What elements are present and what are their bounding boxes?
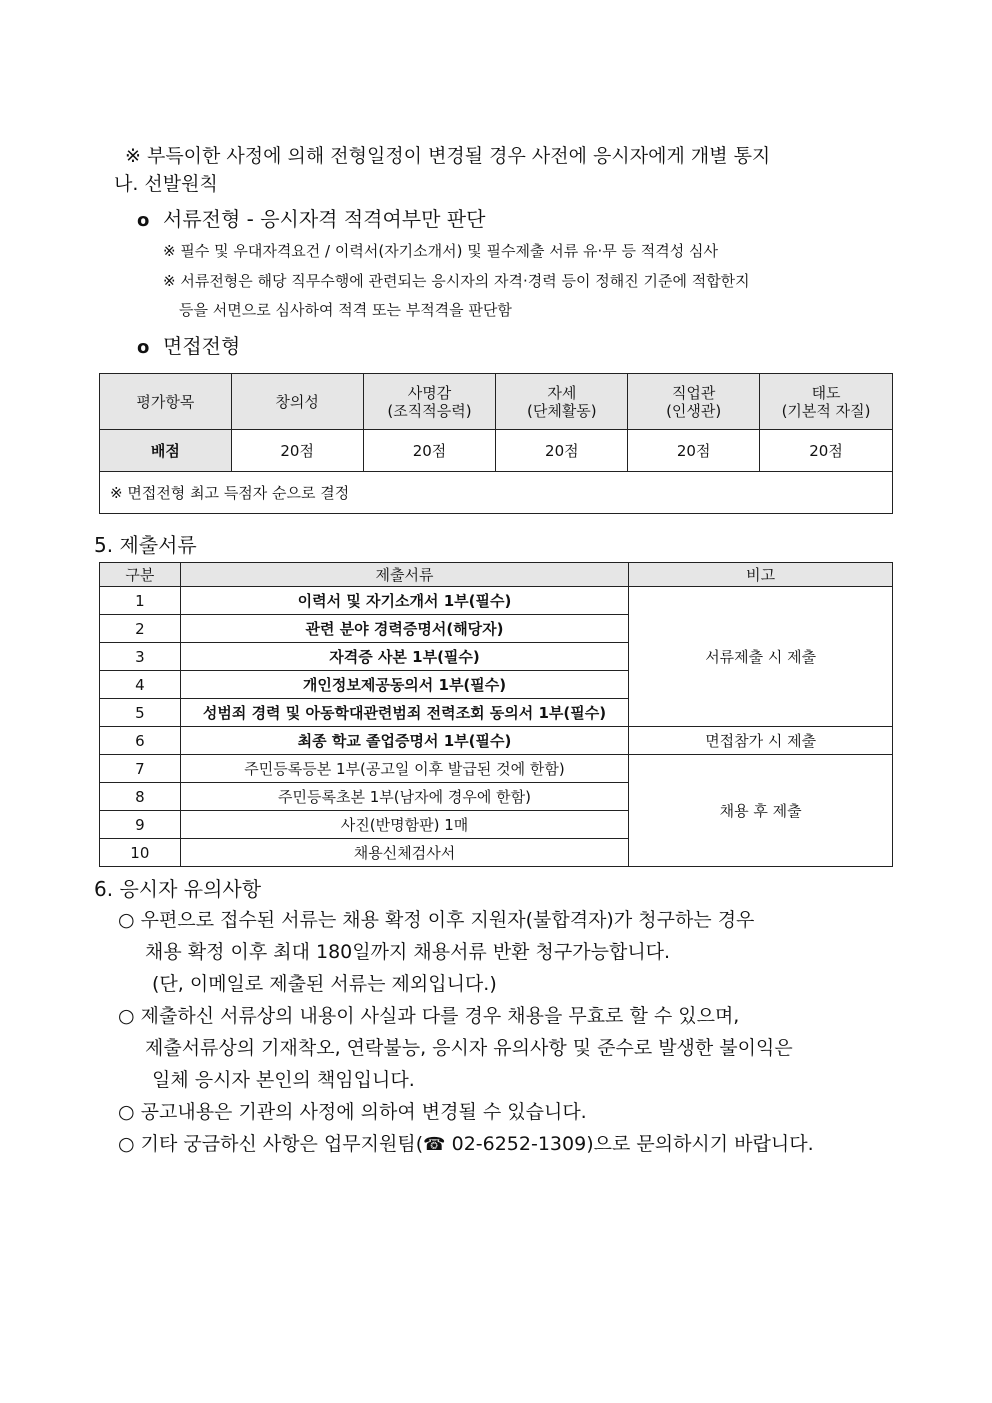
document-name: 개인정보제공동의서 1부(필수) (180, 671, 629, 699)
table-row (100, 755, 893, 783)
section-6-title: 6. 응시자 유의사항 (94, 877, 262, 901)
interview-table-note: ※ 면접전형 최고 득점자 순으로 결정 (100, 472, 893, 514)
doc-screening-title: 서류전형 - 응시자격 적격여부만 판단 (163, 207, 486, 231)
score-cell: 20점 (760, 430, 893, 472)
doc-screening-note-2-cont: 등을 서면으로 심사하여 적격 또는 부적격을 판단함 (179, 301, 512, 319)
notice-text: )으로 문의하시기 바랍니다. (586, 1133, 814, 1155)
phone-icon: ☎ (423, 1134, 446, 1155)
table-note-row (100, 472, 893, 514)
notice-item-2-line-3: 일체 응시자 본인의 책임입니다. (152, 1069, 415, 1091)
bullet-icon: ○ (118, 1101, 135, 1123)
header-cell: 제출서류 (180, 563, 629, 587)
document-name: 관련 분야 경력증명서(해당자) (180, 615, 629, 643)
row-number: 7 (100, 755, 181, 783)
interview-heading (137, 330, 240, 359)
document-name: 이력서 및 자기소개서 1부(필수) (180, 587, 629, 615)
section-5-title: 5. 제출서류 (94, 533, 197, 557)
row-number: 1 (100, 587, 181, 615)
schedule-change-notice: ※ 부득이한 사정에 의해 전형일정이 변경될 경우 사전에 응시자에게 개별 통지 (125, 145, 771, 167)
doc-screening-note-2: ※ 서류전형은 해당 직무수행에 관련되는 응시자의 자격·경력 등이 정해진 기준에 적합한지 (163, 272, 750, 290)
submission-documents-table (99, 562, 893, 867)
bullet-icon: ○ (118, 1133, 135, 1155)
notice-text: 우편으로 접수된 서류는 채용 확정 이후 지원자(불합격자)가 청구하는 경우 (140, 909, 755, 931)
doc-screening-heading (137, 203, 485, 232)
doc-screening-note-1: ※ 필수 및 우대자격요건 / 이력서(자기소개서) 및 필수제출 서류 유·무 등 적격성 심사 (163, 242, 718, 260)
row-number: 3 (100, 643, 181, 671)
header-cell: 비고 (629, 563, 893, 587)
notice-item-1 (118, 905, 754, 932)
document-name: 주민등록초본 1부(남자에 경우에 한함) (180, 783, 629, 811)
header-cell: 창의성 (231, 374, 363, 430)
table-header-row (100, 563, 893, 587)
notice-item-1-line-3: (단, 이메일로 제출된 서류는 제외입니다.) (152, 973, 497, 995)
table-header-row (100, 374, 893, 430)
header-cell: 구분 (100, 563, 181, 587)
interview-evaluation-table (99, 373, 893, 514)
notice-text: 기타 궁금하신 사항은 업무지원팀( (140, 1133, 424, 1155)
row-number: 2 (100, 615, 181, 643)
notice-text: 제출하신 서류상의 내용이 사실과 다를 경우 채용을 무효로 할 수 있으며, (140, 1005, 740, 1027)
interview-title: 면접전형 (163, 334, 241, 358)
notice-item-3 (118, 1097, 587, 1124)
row-number: 4 (100, 671, 181, 699)
header-cell: 사명감 (조직적응력) (363, 374, 496, 430)
notice-item-2 (118, 1001, 739, 1028)
score-cell: 20점 (363, 430, 496, 472)
document-name: 최종 학교 졸업증명서 1부(필수) (180, 727, 629, 755)
table-row (100, 727, 893, 755)
document-name: 주민등록등본 1부(공고일 이후 발급된 것에 한함) (180, 755, 629, 783)
document-name: 성범죄 경력 및 아동학대관련범죄 전력조회 동의서 1부(필수) (180, 699, 629, 727)
header-cell: 태도 (기본적 자질) (760, 374, 893, 430)
row-number: 8 (100, 783, 181, 811)
header-cell: 평가항목 (100, 374, 232, 430)
document-name: 채용신체검사서 (180, 839, 629, 867)
bullet-icon: ○ (118, 1005, 135, 1027)
remark-cell: 채용 후 제출 (629, 755, 893, 867)
notice-item-2-line-2: 제출서류상의 기재착오, 연락불능, 응시자 유의사항 및 준수로 발생한 불이익은 (145, 1037, 793, 1059)
score-row-label: 배점 (100, 430, 232, 472)
notice-text: 공고내용은 기관의 사정에 의하여 변경될 수 있습니다. (140, 1101, 587, 1123)
row-number: 5 (100, 699, 181, 727)
header-cell: 직업관 (인생관) (628, 374, 760, 430)
score-cell: 20점 (496, 430, 628, 472)
document-name: 사진(반명함판) 1매 (180, 811, 629, 839)
section-na-title: 나. 선발원칙 (114, 173, 218, 195)
score-cell: 20점 (628, 430, 760, 472)
remark-cell: 서류제출 시 제출 (629, 587, 893, 727)
header-cell: 자세 (단체활동) (496, 374, 628, 430)
row-number: 9 (100, 811, 181, 839)
document-name: 자격증 사본 1부(필수) (180, 643, 629, 671)
notice-item-4 (118, 1129, 814, 1156)
table-row (100, 587, 893, 615)
phone-number: 02-6252-1309 (445, 1133, 587, 1155)
remark-cell: 면접참가 시 제출 (629, 727, 893, 755)
row-number: 10 (100, 839, 181, 867)
score-cell: 20점 (231, 430, 363, 472)
bullet-icon: o (137, 337, 150, 358)
notice-item-1-line-2: 채용 확정 이후 최대 180일까지 채용서류 반환 청구가능합니다. (145, 941, 671, 963)
bullet-icon: ○ (118, 909, 135, 931)
row-number: 6 (100, 727, 181, 755)
bullet-icon: o (137, 210, 150, 231)
score-row (100, 430, 893, 472)
